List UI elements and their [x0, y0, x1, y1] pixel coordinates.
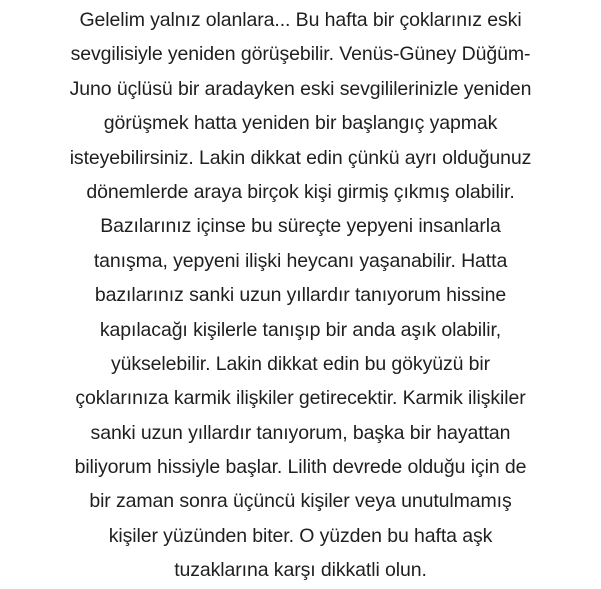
horoscope-paragraph — [0, 3, 601, 588]
text-line: sanki uzun yıllardır tanıyorum, başka bir hayattan — [90, 421, 511, 444]
text-line: sevgilisiyle yeniden görüşebilir. Venüs-Güney Düğüm- — [70, 43, 531, 66]
text-line: isteyebilirsiniz. Lakin dikkat edin çünkü ayrı olduğunuz — [69, 146, 532, 169]
text-line: kapılacağı kişilerle tanışıp bir anda aşık olabilir, — [99, 318, 502, 341]
text-line: yükselebilir. Lakin dikkat edin bu gökyüzü bir — [110, 352, 491, 375]
text-line: biliyorum hissiyle başlar. Lilith devrede olduğu için de — [74, 456, 527, 479]
text-line: bir zaman sonra üçüncü kişiler veya unutulmamış — [89, 490, 512, 513]
text-line: çoklarınıza karmik ilişkiler getirecektir. Karmik ilişkiler — [75, 387, 526, 410]
text-line: tuzaklarına karşı dikkatli olun. — [174, 559, 427, 582]
text-line: Bazılarınız içinse bu süreçte yepyeni insanlarla — [100, 215, 501, 238]
text-line: Juno üçlüsü bir aradayken eski sevgililerinizle yeniden — [69, 77, 532, 100]
text-line: bazılarınız sanki uzun yıllardır tanıyorum hissine — [94, 284, 507, 307]
text-line: kişiler yüzünden biter. O yüzden bu hafta aşk — [108, 524, 493, 547]
text-line: dönemlerde araya birçok kişi girmiş çıkmış olabilir. — [86, 180, 515, 203]
text-line: Gelelim yalnız olanlara... Bu hafta bir çoklarınız eski — [79, 9, 522, 31]
text-line: görüşmek hatta yeniden bir başlangıç yapmak — [103, 112, 498, 135]
text-line: tanışma, yepyeni ilişki heycanı yaşanabilir. Hatta — [93, 249, 508, 272]
